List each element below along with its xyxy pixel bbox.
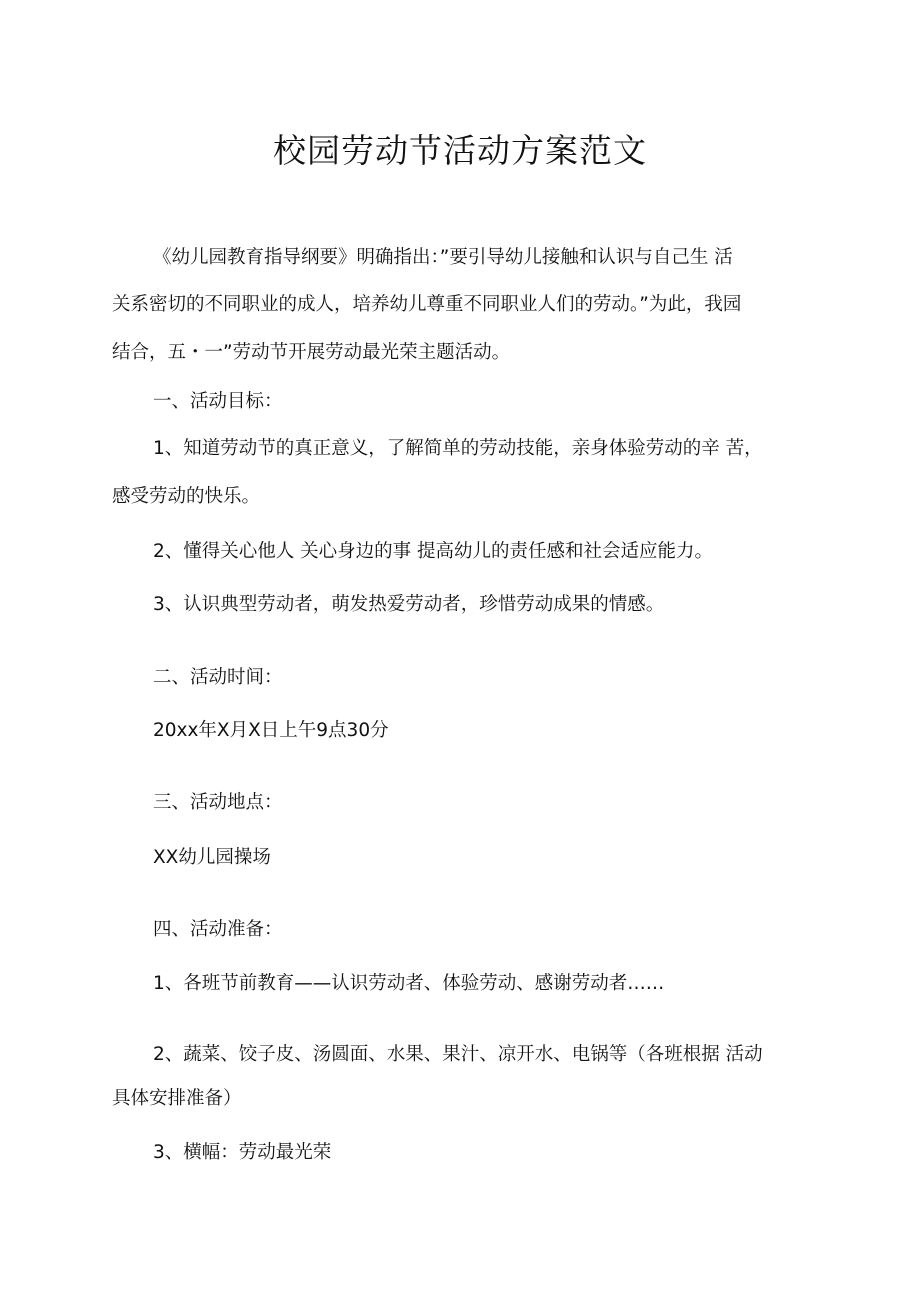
goal-item-1-line-2: 感受劳动的快乐。 bbox=[112, 486, 261, 507]
goal-item-3: 3、认识典型劳动者，萌发热爱劳动者，珍惜劳动成果的情感。 bbox=[153, 594, 665, 615]
document-title: 校园劳动节活动方案范文 bbox=[273, 131, 647, 170]
section-heading-location: 三、活动地点： bbox=[153, 792, 283, 813]
section-heading-time: 二、活动时间： bbox=[153, 667, 283, 688]
section-heading-goals: 一、活动目标： bbox=[153, 391, 283, 412]
goal-item-2: 2、懂得关心他人 关心身边的事 提高幼儿的责任感和社会适应能力。 bbox=[153, 541, 714, 562]
prep-item-3: 3、横幅：劳动最光荣 bbox=[153, 1142, 332, 1163]
activity-time-value: 20xx年X月X日上午9点30分 bbox=[153, 720, 389, 741]
goal-item-1-line-1: 1、知道劳动节的真正意义，了解简单的劳动技能，亲身体验劳动的辛 苦， bbox=[153, 438, 763, 459]
prep-item-1: 1、各班节前教育——认识劳动者、体验劳动、感谢劳动者…… bbox=[153, 973, 665, 994]
prep-item-2-line-2: 具体安排准备） bbox=[112, 1088, 242, 1109]
intro-line-2: 关系密切的不同职业的成人，培养幼儿尊重不同职业人们的劳动。”为此，我园 bbox=[112, 294, 742, 315]
activity-location-value: XX幼儿园操场 bbox=[153, 847, 271, 868]
intro-line-3: 结合，五・一”劳动节开展劳动最光荣主题活动。 bbox=[112, 342, 511, 363]
section-heading-preparation: 四、活动准备： bbox=[153, 919, 283, 940]
intro-line-1: 《幼儿园教育指导纲要》明确指出：”要引导幼儿接触和认识与自己生 活 bbox=[153, 247, 733, 268]
prep-item-2-line-1: 2、蔬菜、饺子皮、汤圆面、水果、果汁、凉开水、电锅等（各班根据 活动 bbox=[153, 1044, 763, 1065]
